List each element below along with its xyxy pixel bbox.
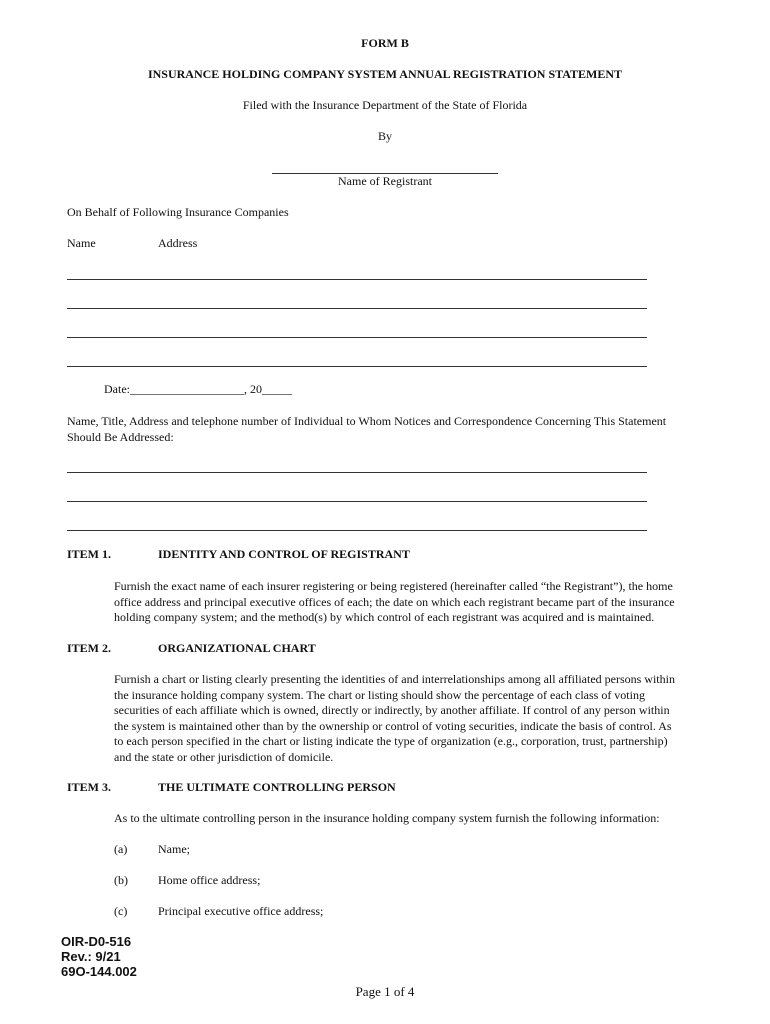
date-field[interactable]: Date:___________________, 20_____ — [104, 382, 292, 396]
registrant-caption: Name of Registrant — [338, 174, 432, 188]
subitem-label: (a) — [114, 842, 128, 856]
paragraph-line: office address and principal executive offices of each; the date on which each registrant became part of the insurance — [114, 594, 675, 609]
contact-entry-line[interactable] — [67, 530, 647, 531]
company-entry-line[interactable] — [67, 308, 647, 309]
contact-instruction-line2: Should Be Addressed: — [67, 430, 174, 444]
subitem-label: (b) — [114, 873, 128, 887]
paragraph-line: the insurance holding company system. The chart or listing should show the percentage of each class of voting — [114, 687, 645, 702]
filed-with-text: Filed with the Insurance Department of the State of Florida — [242, 98, 528, 112]
item-2-paragraph — [114, 672, 702, 765]
paragraph-line: to each person specified in the chart or listing indicate the type of organization (e.g., corporation, trust, partnership) — [114, 734, 668, 748]
subitem-text: Home office address; — [158, 873, 261, 887]
company-entry-line[interactable] — [67, 279, 647, 280]
paragraph-line: securities of each affiliate which is owned, directly or indirectly, by another affiliate. If control of any person within — [114, 703, 670, 717]
contact-entry-line[interactable] — [67, 501, 647, 502]
column-address-label: Address — [158, 236, 198, 250]
company-entry-line[interactable] — [67, 337, 647, 338]
page-number: Page 1 of 4 — [355, 984, 415, 999]
paragraph-line: Furnish a chart or listing clearly presenting the identities of and interrelationships among all affiliated persons within — [114, 672, 675, 686]
item-title: THE ULTIMATE CONTROLLING PERSON — [158, 780, 396, 794]
paragraph-line: and the state or other jurisdiction of domicile. — [114, 749, 334, 764]
item-title: ORGANIZATIONAL CHART — [158, 641, 316, 655]
paragraph-line: Furnish the exact name of each insurer registering or being registered (hereinafter called “the Registrant”), the home — [114, 579, 673, 593]
form-number: OIR-D0-516 — [61, 934, 132, 949]
item-1-paragraph — [114, 579, 702, 626]
item-number: ITEM 1. — [67, 547, 112, 561]
item-number: ITEM 3. — [67, 780, 112, 794]
column-name-label: Name — [67, 236, 96, 250]
subitem-text: Name; — [158, 842, 190, 856]
contact-instruction-line1: Name, Title, Address and telephone number of Individual to Whom Notices and Correspondence Concerning This Statement — [67, 414, 667, 428]
revision-date: Rev.: 9/21 — [61, 949, 121, 964]
item-title: IDENTITY AND CONTROL OF REGISTRANT — [158, 547, 410, 561]
subitem-label: (c) — [114, 904, 128, 918]
paragraph-line: the system is maintained other than by the ownership or control of voting securities, indicate the basis of control. As — [114, 718, 672, 733]
by-text: By — [377, 129, 392, 143]
form-title: INSURANCE HOLDING COMPANY SYSTEM ANNUAL REGISTRATION STATEMENT — [147, 67, 623, 81]
item-3-intro: As to the ultimate controlling person in the insurance holding company system furnish the following information: — [114, 811, 660, 825]
behalf-heading: On Behalf of Following Insurance Companies — [67, 205, 289, 219]
paragraph-line: holding company system; and the method(s) by which control of each registrant was acquired and is maintained. — [114, 610, 655, 624]
subitem-text: Principal executive office address; — [158, 904, 324, 918]
company-entry-line[interactable] — [67, 366, 647, 367]
rule-number: 69O-144.002 — [61, 964, 137, 979]
form-label: FORM B — [361, 36, 409, 50]
contact-entry-line[interactable] — [67, 472, 647, 473]
item-number: ITEM 2. — [67, 641, 112, 655]
